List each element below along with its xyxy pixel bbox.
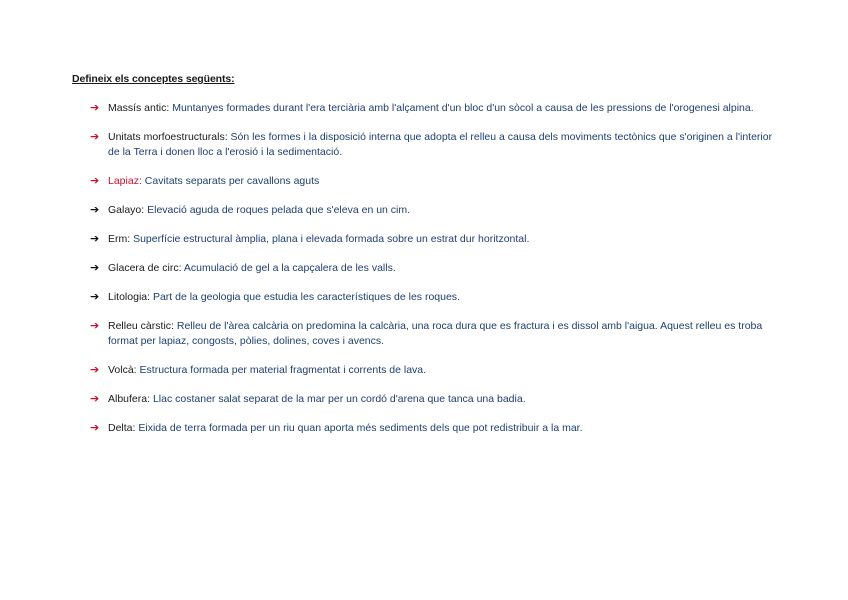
arrow-bullet-icon: ➔ [90, 320, 100, 332]
definition-term: Relleu càrstic: [108, 320, 174, 332]
definition-term: Massís antic: [108, 102, 170, 114]
definition-text: Cavitats separats per cavallons aguts [141, 175, 320, 187]
definition-text: Elevació aguda de roques pelada que s'eleva en un cim. [144, 204, 411, 216]
definition-term: Delta: [108, 422, 136, 434]
definition-item [90, 290, 782, 305]
definition-item [90, 101, 782, 116]
arrow-bullet-icon: ➔ [90, 175, 100, 187]
definition-text: Són les formes i la disposició interna que adopta el relleu a causa dels moviments tectònics que s'originen a l'interior de la Terra i donen lloc a l'erosió i la sedimentació. [108, 131, 773, 158]
definition-text: Llac costaner salat separat de la mar per un cordó d'arena que tanca una badia. [150, 393, 526, 405]
definition-text: Acumulació de gel a la capçalera de les valls. [181, 262, 396, 274]
definition-item [90, 261, 782, 276]
definition-term: Litologia: [108, 291, 151, 303]
definition-item [90, 421, 782, 436]
arrow-bullet-icon: ➔ [90, 291, 100, 303]
definition-text: Part de la geologia que estudia les característiques de les roques. [150, 291, 460, 303]
definition-item [90, 130, 782, 160]
arrow-bullet-icon: ➔ [90, 393, 100, 405]
definition-term: Glacera de circ: [108, 262, 182, 274]
definition-item [90, 363, 782, 378]
definition-term: Unitats morfoestructurals: [108, 131, 228, 143]
definition-term: Galayo: [108, 204, 145, 216]
definitions-list [90, 101, 782, 450]
arrow-bullet-icon: ➔ [90, 422, 100, 434]
definition-text: Eixida de terra formada per un riu quan aporta més sediments dels que pot redistribuir a la mar. [135, 422, 583, 434]
arrow-bullet-icon: ➔ [90, 364, 100, 376]
definition-term: Lapiaz: [108, 175, 142, 187]
arrow-bullet-icon: ➔ [90, 262, 100, 274]
definition-term: Volcà: [108, 364, 137, 376]
arrow-bullet-icon: ➔ [90, 204, 100, 216]
page-heading: Defineix els conceptes següents: [72, 73, 235, 85]
definition-item [90, 174, 782, 189]
definition-text: Superfície estructural àmplia, plana i elevada formada sobre un estrat dur horitzontal. [130, 233, 530, 245]
definition-item [90, 203, 782, 218]
arrow-bullet-icon: ➔ [90, 131, 100, 143]
definition-text: Relleu de l'àrea calcària on predomina la calcària, una roca dura que es fractura i es dissol amb l'aigua. Aquest relleu es troba format per lapiaz, congosts, pòlies, dolines, coves i avencs. [108, 320, 763, 347]
definition-text: Muntanyes formades durant l'era terciària amb l'alçament d'un bloc d'un sòcol a causa de les pressions de l'orogenesi alpina. [169, 102, 754, 114]
arrow-bullet-icon: ➔ [90, 102, 100, 114]
definition-term: Albufera: [108, 393, 151, 405]
definition-term: Erm: [108, 233, 131, 245]
definition-item [90, 232, 782, 247]
definition-item [90, 392, 782, 407]
arrow-bullet-icon: ➔ [90, 233, 100, 245]
definition-text: Estructura formada per material fragmentat i corrents de lava. [136, 364, 427, 376]
definition-item [90, 319, 782, 349]
